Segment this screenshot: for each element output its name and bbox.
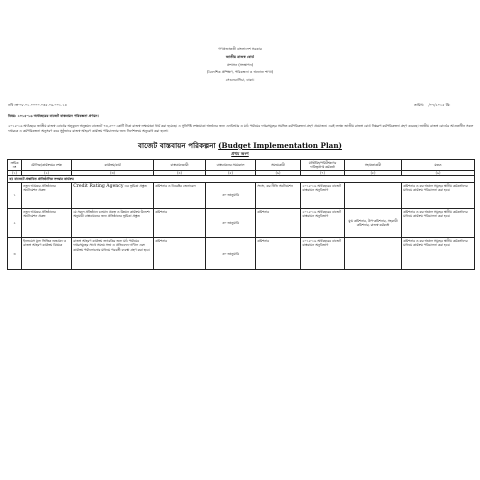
section-row — [8, 176, 475, 183]
implementer-cell: কমিশনার — [154, 238, 206, 270]
division-name: প্রশাসন (সংস্থাপন) — [226, 63, 254, 67]
table-header-row — [8, 160, 475, 171]
activity-bn: এর ভূমিকা প্রস্তুত — [124, 184, 147, 189]
coordinator-cell: কমিশনার — [256, 208, 301, 238]
header-cell: মন্তব্য — [402, 160, 475, 171]
header-cell: কার্যক্রম/কার্য — [72, 160, 154, 171]
date-value: /০৭/২০১৫ খ্রি: — [428, 103, 451, 107]
serial-cell: ১ — [8, 183, 22, 209]
activity-cell — [72, 183, 154, 209]
activity-cell: রাজস্ব আহরণ কার্যক্রম তদারকির জন্য মাঠ পর্যায়ের দপ্তরসমূহের সাথে সমন্বয় সভা ও প্রতিবেদন দাখিল এবং কার্যক্রম পর্যালোচনার মাধ্যমে পরবর্তী ব্যবস্থা গ্রহণ করা হবে। — [72, 238, 154, 270]
body-paragraph: ২০১৫-১৬ অর্থবছরে জাতীয় রাজস্ব বোর্ডের অনুকূলে অনুন্নয়ন বাজেটে ৭৩,৫০০ কোটি টাকা রাজস্ব লক্ষ্যমাত্রা ধার্য করা হয়েছে। এ সুনির্দিষ্ট লক্ষ্যমাত্রা অর্জনের জন্য এনবিআর ও মাঠ পর্যায়ের দপ্তরসমূহের সমন্বিত কর্মপরিকল্পনা গ্রহণ প্রয়োজন। এরই লক্ষ্যে জাতীয় রাজস্ব বোর্ড নিম্নরূপ কর্মপরিকল্পনা গ্রহণ করেছে। জাতীয় রাজস্ব বোর্ডের আওতাধীন সকল দপ্তরকে এ কর্মপরিকল্পনা অনুসরণ করে সুষ্ঠুভাবে রাজস্ব আহরণ কার্যক্রম পরিচালনার জন্য নির্দেশক্রমে অনুরোধ করা হলো। — [8, 124, 474, 134]
header-cell: বাস্তবায়নকারী — [154, 160, 206, 171]
goal-cell: ইনভয়েস মূল্য ভিত্তিক শুল্কায়ন ও রাজস্ব আহরণ কার্যক্রম বিষয়ক — [22, 238, 72, 270]
helper-cell — [345, 183, 402, 209]
subject-line: বিষয়: ২০১৫-১৬ অর্থবছরের বাজেট বাস্তবায়ন পরিকল্পনা প্রণয়ন। — [8, 114, 99, 118]
table-row — [8, 208, 475, 238]
header-cell: বাস্তবায়নের সময়কাল — [206, 160, 256, 171]
column-number: (২) — [22, 171, 72, 176]
table-row — [8, 238, 475, 270]
budget-plan-table — [7, 159, 475, 270]
goal-cell: নতুন আয়কর প্রতিষ্ঠানের অটোমেশন প্রকল্প — [22, 183, 72, 209]
helper-cell — [345, 238, 402, 270]
monitor-cell: ২০১৫-১৬ অর্থবছরের বাজেট বাস্তবায়ন অনুবিভাগ — [301, 183, 345, 209]
activity-cell: যে সকল প্রতিষ্ঠানে চলমান প্রকল্প ও উন্নয়ন কার্যক্রম উদ্দেশ্য অনুযায়ী বাস্তবায়নের জন্য প্রতিষ্ঠানের ভূমিকা প্রস্তুত — [72, 208, 154, 238]
activity-en: Credit Rating Agency — [73, 184, 124, 190]
memo-date — [414, 103, 450, 109]
part-label: প্রথম অংশ — [231, 151, 249, 156]
plan-title-en: (Budget Implementation Plan) — [218, 141, 342, 150]
column-number: (৪) — [154, 171, 206, 176]
column-number: (৭) — [301, 171, 345, 176]
board-name: জাতীয় রাজস্ব বোর্ড — [225, 55, 255, 59]
address: সেগুনবাগিচা, ঢাকা। — [225, 78, 255, 82]
column-number: (৬) — [256, 171, 301, 176]
header-cell: ক্রমিক নং — [8, 160, 22, 171]
header-cell: মৌলিক/কার্যক্রমের লক্ষ্য — [22, 160, 72, 171]
column-number: (৫) — [206, 171, 256, 176]
column-number: (৩) — [72, 171, 154, 176]
coordinator-cell: কমিশনার — [256, 238, 301, 270]
serial-cell: ২ — [8, 208, 22, 238]
period-cell: ৩০ জানুয়ারি — [206, 183, 256, 209]
branch-name: (বৈদেশিক প্রশিক্ষণ, পরিকল্পনা ও অন্যান্য শাখা) — [206, 70, 274, 74]
coordinator-cell: সদস্য, কর নীতি অটোমেশন — [256, 183, 301, 209]
column-number: (৮) — [345, 171, 402, 176]
memo-number: নথি নং-০৮.০১.০০০০.০৩৫.০৬.০০১.১৪ — [8, 103, 67, 107]
remark-cell: কমিশনার ও কর অঞ্চল সমূহের স্থানীয় কর্মকর্তাদের মাধ্যমে কার্যক্রম পরিচালনা করা হবে। — [402, 238, 475, 270]
implementer-cell: কমিশনার ও ডিরেক্টর জেনারেল — [154, 183, 206, 209]
helper-cell: যুগ্ম কমিশনার, উপ-কমিশনার, সহকারী কমিশনার, রাজস্ব কর্মকর্তা — [345, 208, 402, 238]
remark-cell: কমিশনার ও কর অঞ্চল সমূহের স্থানীয় কর্মকর্তাদের মাধ্যমে কার্যক্রম পরিচালনা করা হবে। — [402, 183, 475, 209]
column-number: (১) — [8, 171, 22, 176]
header-cell: সমন্বয়কারী — [256, 160, 301, 171]
monitor-cell: ২০১৫-১৬ অর্থবছরের বাজেট বাস্তবায়ন অনুবিভাগ — [301, 238, 345, 270]
govt-line: গণপ্রজাতন্ত্রী বাংলাদেশ সরকার — [218, 47, 262, 51]
plan-title-bn: বাজেট বাস্তবায়ন পরিকল্পনা — [138, 141, 216, 150]
goal-cell: নতুন আয়কর প্রতিষ্ঠানের অটোমেশন প্রকল্প — [22, 208, 72, 238]
column-number: (৯) — [402, 171, 475, 176]
table-row — [8, 183, 475, 209]
serial-cell: ৩ — [8, 238, 22, 270]
implementer-cell: কমিশনার — [154, 208, 206, 238]
period-cell: ৩০ জানুয়ারি — [206, 238, 256, 270]
remark-cell: কমিশনার ও কর অঞ্চল সমূহের স্থানীয় কর্মকর্তাদের মাধ্যমে কার্যক্রম পরিচালনা করা হবে। — [402, 208, 475, 238]
date-label: তারিখ: — [414, 103, 425, 107]
header-cell: সহায়তাকারী — [345, 160, 402, 171]
section-title: ক) বাজেটে প্রস্তাবিত প্রাতিষ্ঠানিক সংস্কার কার্যক্রম — [8, 176, 475, 183]
period-cell: ৩০ জানুয়ারি — [206, 208, 256, 238]
header-cell: মনিটরিং/পরিবীক্ষণের দায়িত্বপ্রাপ্ত কর্মকর্তা — [301, 160, 345, 171]
monitor-cell: ২০১৫-১৬ অর্থবছরের বাজেট বাস্তবায়ন অনুবিভাগ — [301, 208, 345, 238]
